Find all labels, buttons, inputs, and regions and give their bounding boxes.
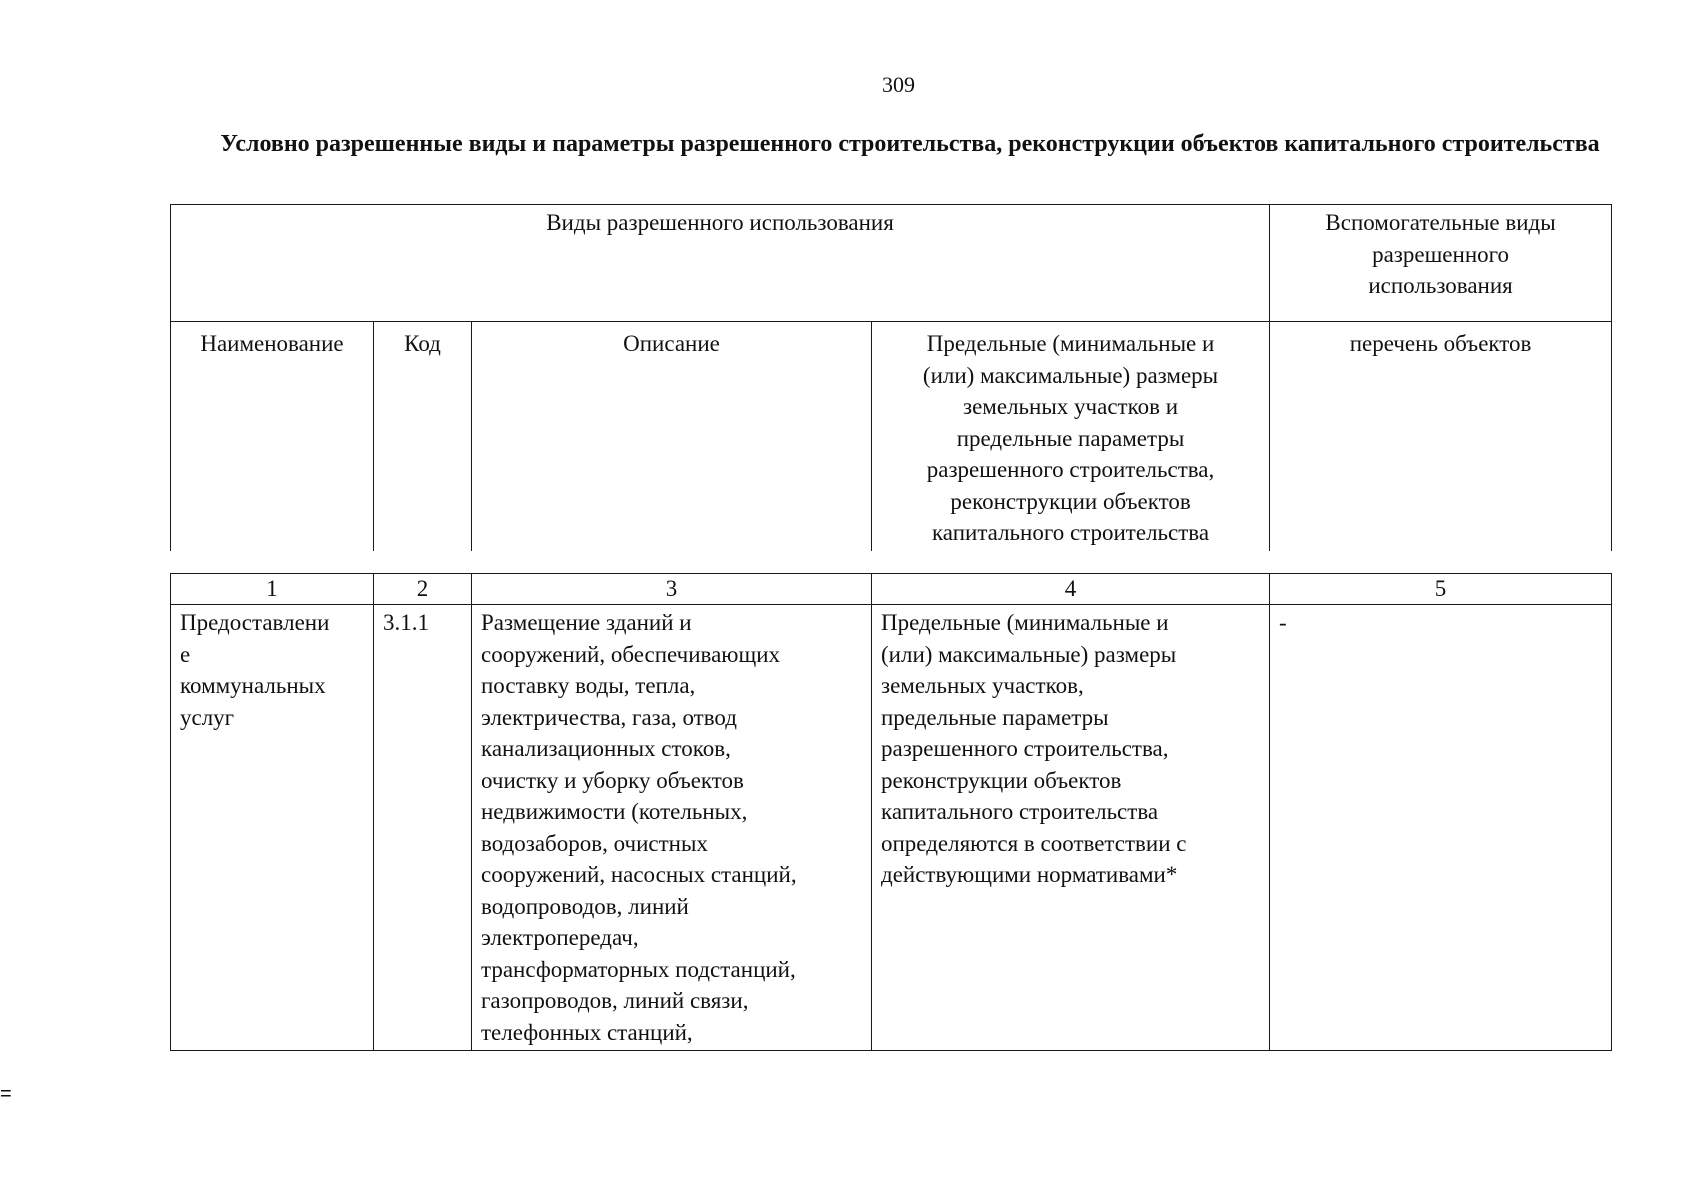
header-col-code (374, 322, 472, 551)
column-number-1: 1 (171, 574, 374, 605)
header-col-limits-label: Предельные (минимальные и (или) максимальные) размеры земельных участков и предельные параметры разрешенного строительства, реконструкции объектов капитального строительства (922, 331, 1219, 545)
header-group-main-label: Виды разрешенного использования (546, 210, 894, 235)
cell-limits (872, 605, 1270, 1051)
header-table (170, 204, 1612, 551)
header-col-objects-label: перечень объектов (1349, 331, 1532, 356)
cell-limits-text: Предельные (минимальные и (или) максимальные) размеры земельных участков, предельные параметры разрешенного строительства, реконструкции объектов капитального строительства определяются в соответствии с действующими нормативами* (881, 610, 1187, 887)
cell-code-text: 3.1.1 (383, 610, 429, 635)
header-col-objects (1270, 322, 1612, 551)
column-number-5: 5 (1270, 574, 1612, 605)
header-col-limits (872, 322, 1270, 551)
header-group-aux (1270, 205, 1612, 322)
column-number-4: 4 (872, 574, 1270, 605)
header-col-description (472, 322, 872, 551)
cell-aux (1270, 605, 1612, 1051)
header-col-name-label: Наименование (200, 331, 344, 356)
column-number-row (171, 574, 1612, 605)
column-number-3: 3 (472, 574, 872, 605)
margin-mark: = (0, 1083, 12, 1105)
cell-description (472, 605, 872, 1051)
page-title: Условно разрешенные виды и параметры разрешенного строительства, реконструкции объектов капитального строительства (220, 131, 1600, 157)
header-group-aux-label: Вспомогательные виды разрешенного использования (1325, 210, 1556, 298)
page-number: 309 (882, 72, 915, 97)
column-number-2: 2 (374, 574, 472, 605)
header-group-main (171, 205, 1270, 322)
cell-description-text: Размещение зданий и сооружений, обеспечивающих поставку воды, тепла, электричества, газа, отвод канализационных стоков, очистку и уборку объектов недвижимости (котельных, водозаборов, очистных сооружений, насосных станций, водопроводов, линий электропередач, трансформаторных подстанций, газопроводов, линий связи, телефонных станций, (481, 610, 797, 1045)
table-row (171, 605, 1612, 1051)
cell-code (374, 605, 472, 1051)
header-subhead-row (171, 322, 1612, 551)
main-table (170, 573, 1612, 1051)
header-col-code-label: Код (404, 331, 441, 356)
cell-name (171, 605, 374, 1051)
cell-aux-text: - (1279, 610, 1287, 635)
cell-name-text: Предоставлени е коммунальных услуг (180, 610, 330, 730)
header-col-description-label: Описание (623, 331, 720, 356)
header-group-row (171, 205, 1612, 322)
header-col-name (171, 322, 374, 551)
